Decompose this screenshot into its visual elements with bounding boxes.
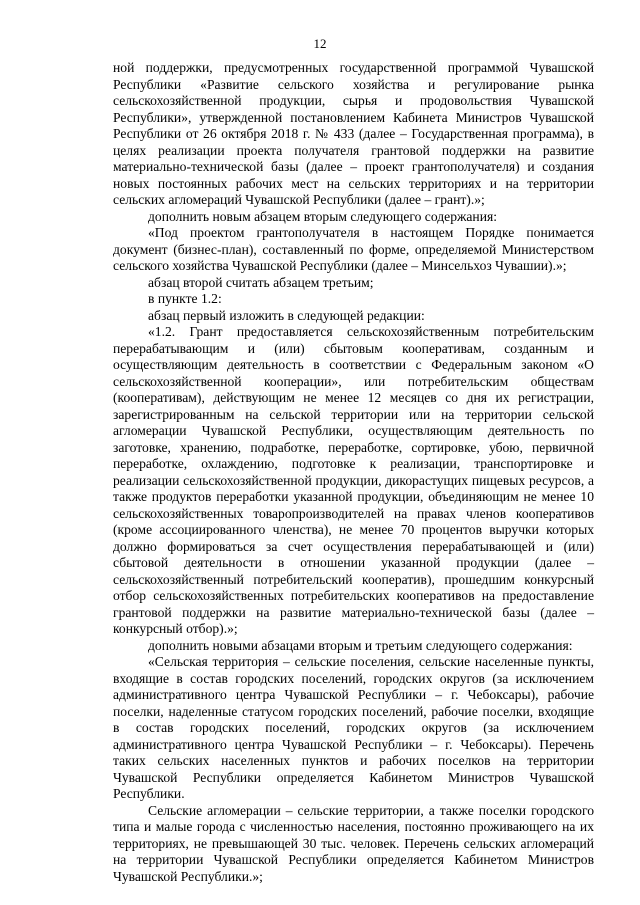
paragraph: ной поддержки, предусмотренных государственной программой Чувашской Республики «Развитие сельского хозяйства и регулирование рынка сельскохозяйственной продукции, сырья и продовольствия Чувашской Республики», утвержденной постановлением Кабинета Министров Чувашской Республики от 26 октября 2018 г. № 433 (далее – Государственная программа), в целях реализации проекта получателя грантовой поддержки на развитие материально-технической базы (далее – проект грантополучателя) и создания новых постоянных рабочих мест на сельских территориях и на территории сельских агломераций Чувашской Республики (далее – грант).»; (113, 60, 594, 207)
paragraph: дополнить новыми абзацами вторым и третьим следующего содержания: (148, 637, 573, 653)
paragraph: «Сельская территория – сельские поселения, сельские населенные пункты, входящие в состав городских поселений, городских округов (за исключением административного центра Чувашской Республики – г. Чебоксары), рабочие поселки, наделенные статусом городских поселений, рабочие поселки, входящие в состав городских поселений, городских округов (за исключением административного центра Чувашской Республики – г. Чебоксары). Перечень таких сельских населенных пунктов и рабочих поселков на территории Чувашской Республики определяется Кабинетом Министров Чувашской Республики. (113, 654, 594, 801)
paragraph: абзац второй считать абзацем третьим; (148, 274, 374, 290)
paragraph: в пункте 1.2: (148, 291, 222, 306)
paragraph: Сельские агломерации – сельские территории, а также поселки городского типа и малые города с численностью населения, постоянно проживающего на их территориях, не превышающей 30 тыс. человек. Перечень сельских агломераций на территории Чувашской Республики определяется Кабинетом Министров Чувашской Республики.»; (113, 802, 594, 884)
paragraph: дополнить новым абзацем вторым следующего содержания: (148, 208, 497, 224)
page-number: 12 (313, 36, 327, 51)
paragraph: «Под проектом грантополучателя в настоящем Порядке понимается документ (бизнес-план), составленный по форме, определяемой Министерством сельского хозяйства Чувашской Республики (далее – Минсельхоз Чувашии).»; (113, 225, 594, 273)
paragraph: «1.2. Грант предоставляется сельскохозяйственным потребительским перерабатывающим и (или) сбытовым кооперативам, созданным и осуществляющим деятельность в соответствии с Федеральным законом «О сельскохозяйственной кооперации», или потребительским обществам (кооперативам), действующим не менее 12 месяцев со дня их регистрации, зарегистрированным на сельской территории или на территории сельской агломерации Чувашской Республики, осуществляющим деятельность по заготовке, хранению, подработке, переработке, сортировке, убою, первичной переработке, охлаждению, подготовке к реализации, транспортировке и реализации сельскохозяйственной продукции, дикорастущих пищевых ресурсов, а также продуктов переработки указанной продукции, объединяющим не менее 10 сельскохозяйственных товаропроизводителей на правах членов кооперативов (кроме ассоциированного членства), не менее 70 процентов выручки которых должно формироваться за счет осуществления перерабатывающей и (или) сбытовой деятельности в отношении указанной продукции (далее – сельскохозяйственный потребительский кооператив), прошедшим конкурсный отбор сельскохозяйственных потребительских кооперативов на предоставление грантовой поддержки на развитие материально-технической базы (далее – конкурсный отбор).»; (113, 324, 594, 636)
paragraph: абзац первый изложить в следующей редакции: (148, 307, 425, 323)
document-body (113, 60, 594, 885)
